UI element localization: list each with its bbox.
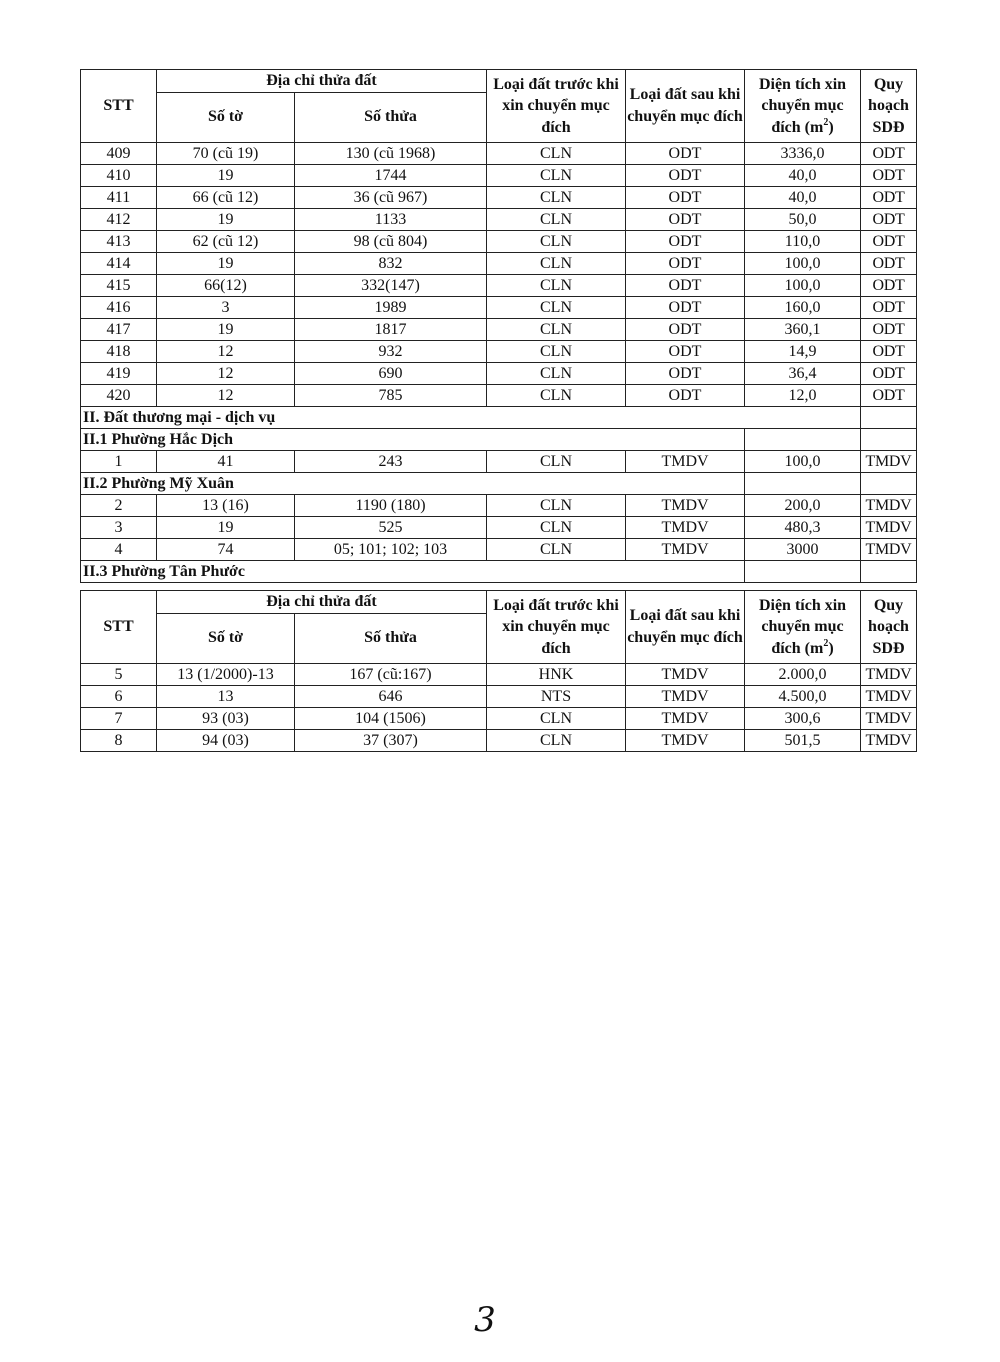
cell-quy-hoach: ODT bbox=[861, 340, 917, 362]
cell-dien-tich: 200,0 bbox=[745, 494, 861, 516]
cell-loai-sau: TMDV bbox=[626, 450, 745, 472]
cell-dien-tich: 501,5 bbox=[745, 729, 861, 751]
table-row bbox=[81, 707, 917, 729]
cell-so-thua: 98 (cũ 804) bbox=[295, 230, 487, 252]
cell-so-to: 93 (03) bbox=[157, 707, 295, 729]
cell-stt: 2 bbox=[81, 494, 157, 516]
cell-so-thua: 37 (307) bbox=[295, 729, 487, 751]
cell-quy-hoach: TMDV bbox=[861, 707, 917, 729]
table-row bbox=[81, 729, 917, 751]
table-row bbox=[81, 274, 917, 296]
header-loai-truoc: Loại đất trước khi xin chuyển mục đích bbox=[487, 591, 626, 664]
cell-quy-hoach: TMDV bbox=[861, 685, 917, 707]
cell-so-thua: 1989 bbox=[295, 296, 487, 318]
cell-so-to: 13 (1/2000)-13 bbox=[157, 663, 295, 685]
section-title: II.3 Phường Tân Phước bbox=[81, 560, 745, 582]
cell-loai-truoc: NTS bbox=[487, 685, 626, 707]
cell-quy-hoach: ODT bbox=[861, 296, 917, 318]
cell-dien-tich: 36,4 bbox=[745, 362, 861, 384]
table-row bbox=[81, 318, 917, 340]
cell-stt: 6 bbox=[81, 685, 157, 707]
cell-dien-tich: 360,1 bbox=[745, 318, 861, 340]
header-so-to: Số tờ bbox=[157, 613, 295, 663]
section-title: II.2 Phường Mỹ Xuân bbox=[81, 472, 745, 494]
cell-so-to: 19 bbox=[157, 516, 295, 538]
cell-quy-hoach: ODT bbox=[861, 274, 917, 296]
cell-so-thua: 167 (cũ:167) bbox=[295, 663, 487, 685]
cell-dien-tich: 12,0 bbox=[745, 384, 861, 406]
cell-loai-sau: TMDV bbox=[626, 729, 745, 751]
cell-loai-sau: ODT bbox=[626, 230, 745, 252]
cell-stt: 412 bbox=[81, 208, 157, 230]
cell-dien-tich: 100,0 bbox=[745, 274, 861, 296]
land-table-2 bbox=[80, 590, 917, 752]
cell-dien-tich: 100,0 bbox=[745, 450, 861, 472]
cell-so-to: 19 bbox=[157, 252, 295, 274]
cell-quy-hoach: TMDV bbox=[861, 450, 917, 472]
table-row bbox=[81, 186, 917, 208]
cell-dien-tich: 300,6 bbox=[745, 707, 861, 729]
section-title: II. Đất thương mại - dịch vụ bbox=[81, 406, 861, 428]
cell-dien-tich: 4.500,0 bbox=[745, 685, 861, 707]
cell-so-thua: 832 bbox=[295, 252, 487, 274]
cell-so-to: 41 bbox=[157, 450, 295, 472]
cell-so-thua: 36 (cũ 967) bbox=[295, 186, 487, 208]
cell-stt: 8 bbox=[81, 729, 157, 751]
cell-loai-sau: TMDV bbox=[626, 538, 745, 560]
table-row bbox=[81, 296, 917, 318]
cell-loai-truoc: CLN bbox=[487, 494, 626, 516]
table-row bbox=[81, 230, 917, 252]
cell-stt: 1 bbox=[81, 450, 157, 472]
page-number: 3 bbox=[474, 1300, 496, 1340]
cell-stt: 416 bbox=[81, 296, 157, 318]
table-row bbox=[81, 494, 917, 516]
cell-so-thua: 1817 bbox=[295, 318, 487, 340]
land-table-1 bbox=[80, 69, 917, 583]
section-title: II.1 Phường Hắc Dịch bbox=[81, 428, 745, 450]
cell-loai-truoc: CLN bbox=[487, 707, 626, 729]
cell-dien-tich: 40,0 bbox=[745, 164, 861, 186]
cell-so-thua: 1190 (180) bbox=[295, 494, 487, 516]
cell-quy-hoach: ODT bbox=[861, 186, 917, 208]
cell-loai-truoc: CLN bbox=[487, 516, 626, 538]
cell-stt: 419 bbox=[81, 362, 157, 384]
cell-stt: 418 bbox=[81, 340, 157, 362]
cell-so-to: 19 bbox=[157, 208, 295, 230]
header-quy-hoach: Quy hoạch SDĐ bbox=[861, 70, 917, 143]
cell-loai-truoc: CLN bbox=[487, 208, 626, 230]
header-quy-hoach: Quy hoạch SDĐ bbox=[861, 591, 917, 664]
cell-loai-sau: ODT bbox=[626, 362, 745, 384]
cell-loai-truoc: CLN bbox=[487, 142, 626, 164]
cell-loai-truoc: CLN bbox=[487, 230, 626, 252]
cell-loai-sau: ODT bbox=[626, 296, 745, 318]
cell-dien-tich: 100,0 bbox=[745, 252, 861, 274]
cell-loai-sau: ODT bbox=[626, 274, 745, 296]
table-header bbox=[81, 591, 917, 664]
cell-so-to: 70 (cũ 19) bbox=[157, 142, 295, 164]
cell-so-thua: 130 (cũ 1968) bbox=[295, 142, 487, 164]
cell-so-thua: 104 (1506) bbox=[295, 707, 487, 729]
table-row bbox=[81, 685, 917, 707]
header-so-thua: Số thửa bbox=[295, 613, 487, 663]
cell-so-thua: 690 bbox=[295, 362, 487, 384]
table-row bbox=[81, 516, 917, 538]
cell-loai-truoc: HNK bbox=[487, 663, 626, 685]
cell-so-thua: 1744 bbox=[295, 164, 487, 186]
table-row bbox=[81, 164, 917, 186]
cell-quy-hoach: ODT bbox=[861, 252, 917, 274]
cell-loai-truoc: CLN bbox=[487, 296, 626, 318]
cell-quy-hoach: ODT bbox=[861, 318, 917, 340]
cell-so-thua: 646 bbox=[295, 685, 487, 707]
table-row bbox=[81, 384, 917, 406]
cell-stt: 7 bbox=[81, 707, 157, 729]
cell-so-to: 3 bbox=[157, 296, 295, 318]
cell-dien-tich: 480,3 bbox=[745, 516, 861, 538]
cell-loai-truoc: CLN bbox=[487, 252, 626, 274]
cell-loai-truoc: CLN bbox=[487, 729, 626, 751]
cell-so-thua: 05; 101; 102; 103 bbox=[295, 538, 487, 560]
header-so-thua: Số thửa bbox=[295, 92, 487, 142]
table-row bbox=[81, 340, 917, 362]
cell-loai-truoc: CLN bbox=[487, 164, 626, 186]
cell-stt: 5 bbox=[81, 663, 157, 685]
cell-so-to: 66(12) bbox=[157, 274, 295, 296]
cell-so-to: 12 bbox=[157, 384, 295, 406]
cell-dien-tich: 3336,0 bbox=[745, 142, 861, 164]
section-row bbox=[81, 472, 917, 494]
cell-dien-tich: 50,0 bbox=[745, 208, 861, 230]
cell-so-to: 94 (03) bbox=[157, 729, 295, 751]
cell-loai-sau: ODT bbox=[626, 142, 745, 164]
cell-loai-sau: TMDV bbox=[626, 663, 745, 685]
cell-so-thua: 785 bbox=[295, 384, 487, 406]
cell-quy-hoach: ODT bbox=[861, 164, 917, 186]
cell-so-to: 74 bbox=[157, 538, 295, 560]
cell-so-to: 66 (cũ 12) bbox=[157, 186, 295, 208]
cell-quy-hoach: TMDV bbox=[861, 494, 917, 516]
cell-quy-hoach: TMDV bbox=[861, 729, 917, 751]
cell-so-thua: 932 bbox=[295, 340, 487, 362]
cell-loai-truoc: CLN bbox=[487, 538, 626, 560]
cell-quy-hoach: TMDV bbox=[861, 538, 917, 560]
cell-loai-sau: TMDV bbox=[626, 707, 745, 729]
cell-loai-sau: TMDV bbox=[626, 685, 745, 707]
cell-so-to: 19 bbox=[157, 164, 295, 186]
cell-loai-sau: ODT bbox=[626, 164, 745, 186]
cell-dien-tich: 14,9 bbox=[745, 340, 861, 362]
cell-so-thua: 243 bbox=[295, 450, 487, 472]
cell-loai-truoc: CLN bbox=[487, 186, 626, 208]
cell-quy-hoach: ODT bbox=[861, 230, 917, 252]
cell-loai-sau: ODT bbox=[626, 208, 745, 230]
cell-stt: 4 bbox=[81, 538, 157, 560]
section-row bbox=[81, 406, 917, 428]
cell-stt: 415 bbox=[81, 274, 157, 296]
cell-quy-hoach: ODT bbox=[861, 142, 917, 164]
cell-so-thua: 1133 bbox=[295, 208, 487, 230]
cell-so-thua: 332(147) bbox=[295, 274, 487, 296]
cell-loai-truoc: CLN bbox=[487, 384, 626, 406]
cell-loai-truoc: CLN bbox=[487, 318, 626, 340]
cell-loai-sau: ODT bbox=[626, 186, 745, 208]
cell-loai-truoc: CLN bbox=[487, 362, 626, 384]
cell-loai-truoc: CLN bbox=[487, 274, 626, 296]
cell-loai-sau: TMDV bbox=[626, 494, 745, 516]
cell-so-to: 19 bbox=[157, 318, 295, 340]
cell-stt: 417 bbox=[81, 318, 157, 340]
cell-stt: 414 bbox=[81, 252, 157, 274]
header-dia-chi: Địa chỉ thửa đất bbox=[157, 70, 487, 93]
header-dien-tich: Diện tích xin chuyển mục đích $(m^2)$ bbox=[745, 70, 861, 143]
cell-loai-truoc: CLN bbox=[487, 450, 626, 472]
header-stt: STT bbox=[81, 70, 157, 143]
cell-so-to: 12 bbox=[157, 340, 295, 362]
section-row bbox=[81, 560, 917, 582]
table-row bbox=[81, 142, 917, 164]
header-so-to: Số tờ bbox=[157, 92, 295, 142]
header-loai-sau: Loại đất sau khi chuyển mục đích bbox=[626, 70, 745, 143]
cell-so-to: 62 (cũ 12) bbox=[157, 230, 295, 252]
cell-stt: 3 bbox=[81, 516, 157, 538]
header-loai-sau: Loại đất sau khi chuyển mục đích bbox=[626, 591, 745, 664]
cell-dien-tich: 3000 bbox=[745, 538, 861, 560]
cell-stt: 413 bbox=[81, 230, 157, 252]
cell-quy-hoach: TMDV bbox=[861, 663, 917, 685]
table-row bbox=[81, 450, 917, 472]
header-loai-truoc: Loại đất trước khi xin chuyển mục đích bbox=[487, 70, 626, 143]
table-row bbox=[81, 538, 917, 560]
cell-stt: 411 bbox=[81, 186, 157, 208]
cell-so-to: 13 (16) bbox=[157, 494, 295, 516]
table-row bbox=[81, 208, 917, 230]
table-row bbox=[81, 362, 917, 384]
cell-loai-sau: ODT bbox=[626, 318, 745, 340]
cell-quy-hoach: TMDV bbox=[861, 516, 917, 538]
table-row bbox=[81, 663, 917, 685]
cell-stt: 410 bbox=[81, 164, 157, 186]
cell-loai-sau: TMDV bbox=[626, 516, 745, 538]
table-header bbox=[81, 70, 917, 143]
cell-so-to: 12 bbox=[157, 362, 295, 384]
cell-quy-hoach: ODT bbox=[861, 208, 917, 230]
cell-dien-tich: 40,0 bbox=[745, 186, 861, 208]
header-dia-chi: Địa chỉ thửa đất bbox=[157, 591, 487, 614]
section-row bbox=[81, 428, 917, 450]
table-row bbox=[81, 252, 917, 274]
cell-so-to: 13 bbox=[157, 685, 295, 707]
cell-dien-tich: 2.000,0 bbox=[745, 663, 861, 685]
cell-loai-truoc: CLN bbox=[487, 340, 626, 362]
cell-so-thua: 525 bbox=[295, 516, 487, 538]
header-dien-tich: Diện tích xin chuyển mục đích $(m^2)$ bbox=[745, 591, 861, 664]
cell-quy-hoach: ODT bbox=[861, 362, 917, 384]
cell-dien-tich: 160,0 bbox=[745, 296, 861, 318]
cell-loai-sau: ODT bbox=[626, 340, 745, 362]
cell-quy-hoach: ODT bbox=[861, 384, 917, 406]
cell-stt: 420 bbox=[81, 384, 157, 406]
cell-loai-sau: ODT bbox=[626, 384, 745, 406]
header-stt: STT bbox=[81, 591, 157, 664]
cell-dien-tich: 110,0 bbox=[745, 230, 861, 252]
cell-loai-sau: ODT bbox=[626, 252, 745, 274]
cell-stt: 409 bbox=[81, 142, 157, 164]
